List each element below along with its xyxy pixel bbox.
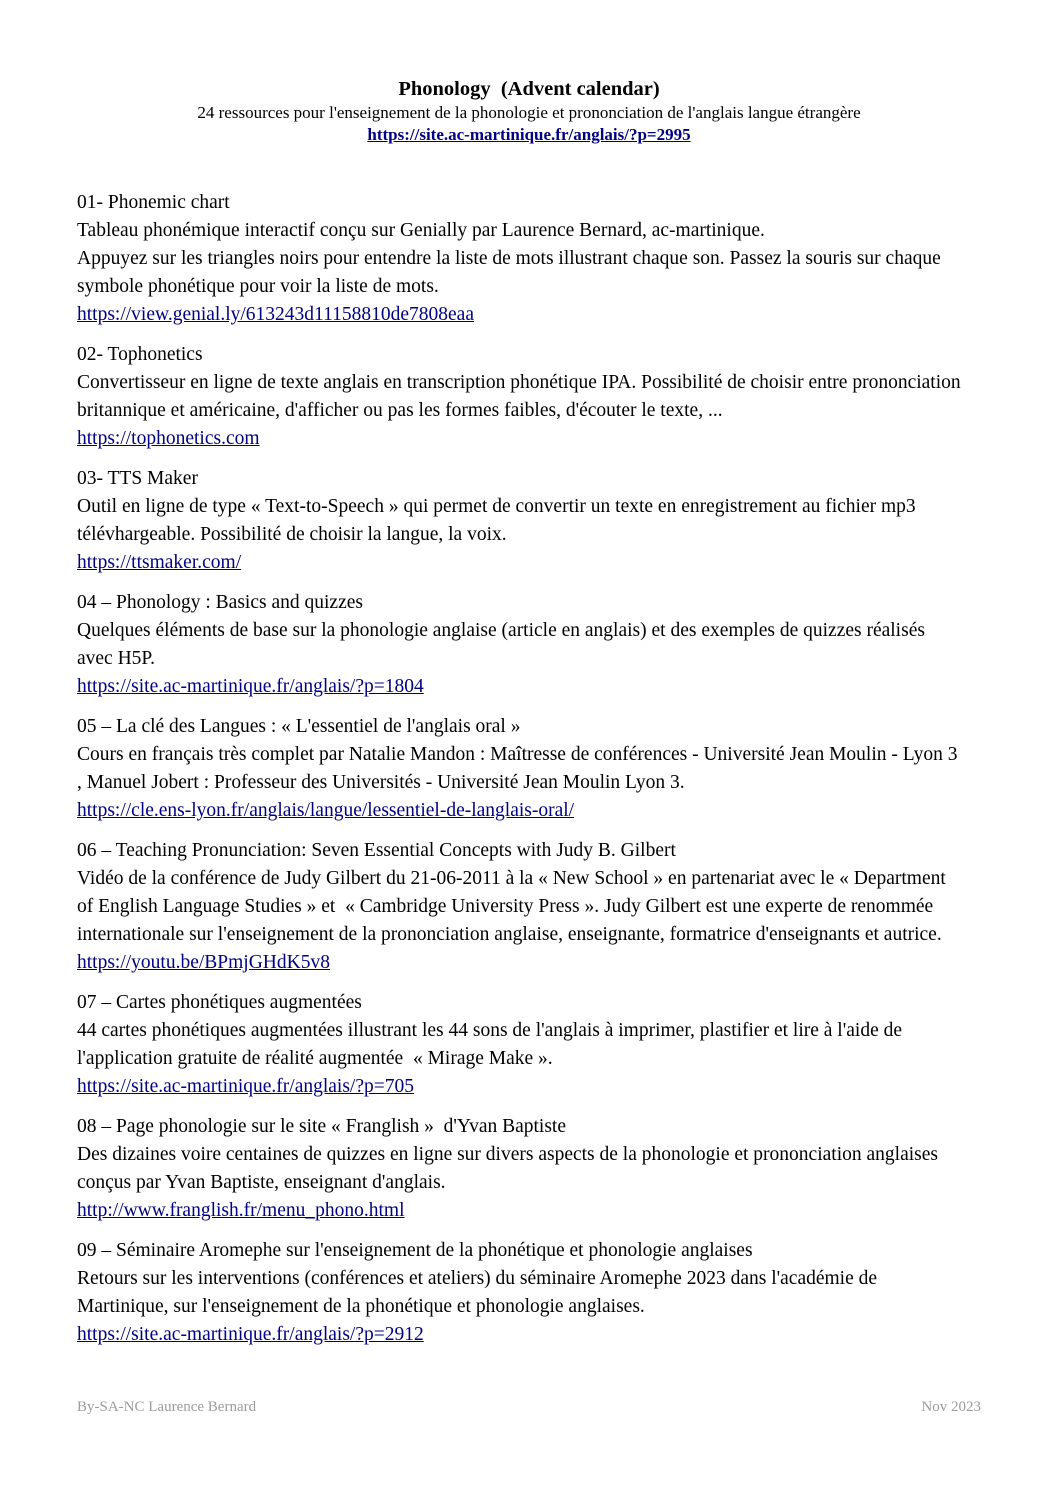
resource-link-row xyxy=(77,1197,961,1225)
resource-link[interactable]: https://tophonetics.com xyxy=(77,428,260,449)
resource-description: Quelques éléments de base sur la phonologie anglaise (article en anglais) et des exemples de quizzes réalisés avec H5P. xyxy=(77,620,930,669)
resource-link-row xyxy=(77,673,961,701)
resource-description: Des dizaines voire centaines de quizzes en ligne sur divers aspects de la phonologie et prononciation anglaises conçus par Yvan Baptiste, enseignant d'anglais. xyxy=(77,1144,943,1193)
resource-link[interactable]: https://cle.ens-lyon.fr/anglais/langue/lessentiel-de-langlais-oral/ xyxy=(77,800,575,821)
resource-item-08 xyxy=(77,1113,961,1225)
resource-title: 07 – Cartes phonétiques augmentées xyxy=(77,992,362,1013)
resource-description: Convertisseur en ligne de texte anglais en transcription phonétique IPA. Possibilité de choisir entre prononciation britannique et américaine, d'afficher ou pas les formes faibles, d'écouter le texte, ... xyxy=(77,372,966,421)
resource-title: 04 – Phonology : Basics and quizzes xyxy=(77,592,363,613)
resource-item-05 xyxy=(77,713,961,825)
resource-link-row xyxy=(77,949,961,977)
resource-link-row xyxy=(77,1321,961,1349)
resource-title: 02- Tophonetics xyxy=(77,344,203,365)
resource-item-09 xyxy=(77,1237,961,1349)
resource-link-row xyxy=(77,301,961,329)
resource-link[interactable]: https://site.ac-martinique.fr/anglais/?p=1804 xyxy=(77,676,424,697)
resource-description: Tableau phonémique interactif conçu sur Genially par Laurence Bernard, ac-martinique. xyxy=(77,220,765,241)
resource-title: 05 – La clé des Langues : « L'essentiel de l'anglais oral » xyxy=(77,716,521,737)
resource-description: Appuyez sur les triangles noirs pour entendre la liste de mots illustrant chaque son. Passez la souris sur chaque symbole phonétique pour voir la liste de mots. xyxy=(77,248,946,297)
page-title: Phonology (Advent calendar) xyxy=(398,78,660,100)
resource-item-04 xyxy=(77,589,961,701)
resource-description: Retours sur les interventions (conférences et ateliers) du séminaire Aromephe 2023 dans l'académie de Martinique, sur l'enseignement de la phonétique et phonologie anglaises. xyxy=(77,1268,882,1317)
document-header xyxy=(0,78,1058,146)
resource-item-07 xyxy=(77,989,961,1101)
resource-link[interactable]: https://youtu.be/BPmjGHdK5v8 xyxy=(77,952,330,973)
resource-link-row xyxy=(77,797,961,825)
page-subtitle: 24 ressources pour l'enseignement de la phonologie et prononciation de l'anglais langue étrangère xyxy=(197,103,861,122)
footer-license: By-SA-NC Laurence Bernard xyxy=(77,1399,257,1415)
resource-link-row xyxy=(77,549,961,577)
resource-link[interactable]: http://www.franglish.fr/menu_phono.html xyxy=(77,1200,405,1221)
resource-item-03 xyxy=(77,465,961,577)
resource-title: 06 – Teaching Pronunciation: Seven Essential Concepts with Judy B. Gilbert xyxy=(77,840,676,861)
resource-item-01 xyxy=(77,189,961,329)
resource-link[interactable]: https://site.ac-martinique.fr/anglais/?p=2912 xyxy=(77,1324,424,1345)
header-link-row xyxy=(0,124,1058,146)
resource-description: 44 cartes phonétiques augmentées illustrant les 44 sons de l'anglais à imprimer, plastifier et lire à l'aide de l'application gratuite de réalité augmentée « Mirage Make ». xyxy=(77,1020,907,1069)
footer-date: Nov 2023 xyxy=(921,1399,981,1415)
resource-description: Vidéo de la conférence de Judy Gilbert du 21-06-2011 à la « New School » en partenariat avec le « Department of English Language Studies » et « Cambridge University Press ». Judy Gilbert est une experte de renommée internationale sur l'enseignement de la prononciation anglaise, enseignante, formatrice d'enseignants et autrice. xyxy=(77,868,951,945)
resource-title: 03- TTS Maker xyxy=(77,468,198,489)
resource-item-06 xyxy=(77,837,961,977)
resource-link[interactable]: https://ttsmaker.com/ xyxy=(77,552,242,573)
resource-description: Outil en ligne de type « Text-to-Speech » qui permet de convertir un texte en enregistrement au fichier mp3 télévhargeable. Possibilité de choisir la langue, la voix. xyxy=(77,496,921,545)
resource-description: Cours en français très complet par Natalie Mandon : Maîtresse de conférences - Université Jean Moulin - Lyon 3 , Manuel Jobert : Professeur des Universités - Université Jean Moulin Lyon 3. xyxy=(77,744,963,793)
resource-title: 09 – Séminaire Aromephe sur l'enseignement de la phonétique et phonologie anglaises xyxy=(77,1240,753,1261)
document-footer xyxy=(77,1398,981,1417)
resource-link-row xyxy=(77,425,961,453)
header-link[interactable]: https://site.ac-martinique.fr/anglais/?p=2995 xyxy=(367,125,691,144)
resource-list xyxy=(77,189,966,1361)
resource-link[interactable]: https://view.genial.ly/613243d11158810de7808eaa xyxy=(77,304,474,325)
resource-title: 01- Phonemic chart xyxy=(77,192,230,213)
resource-title: 08 – Page phonologie sur le site « Franglish » d'Yvan Baptiste xyxy=(77,1116,567,1137)
resource-item-02 xyxy=(77,341,966,453)
resource-link-row xyxy=(77,1073,961,1101)
resource-link[interactable]: https://site.ac-martinique.fr/anglais/?p=705 xyxy=(77,1076,414,1097)
